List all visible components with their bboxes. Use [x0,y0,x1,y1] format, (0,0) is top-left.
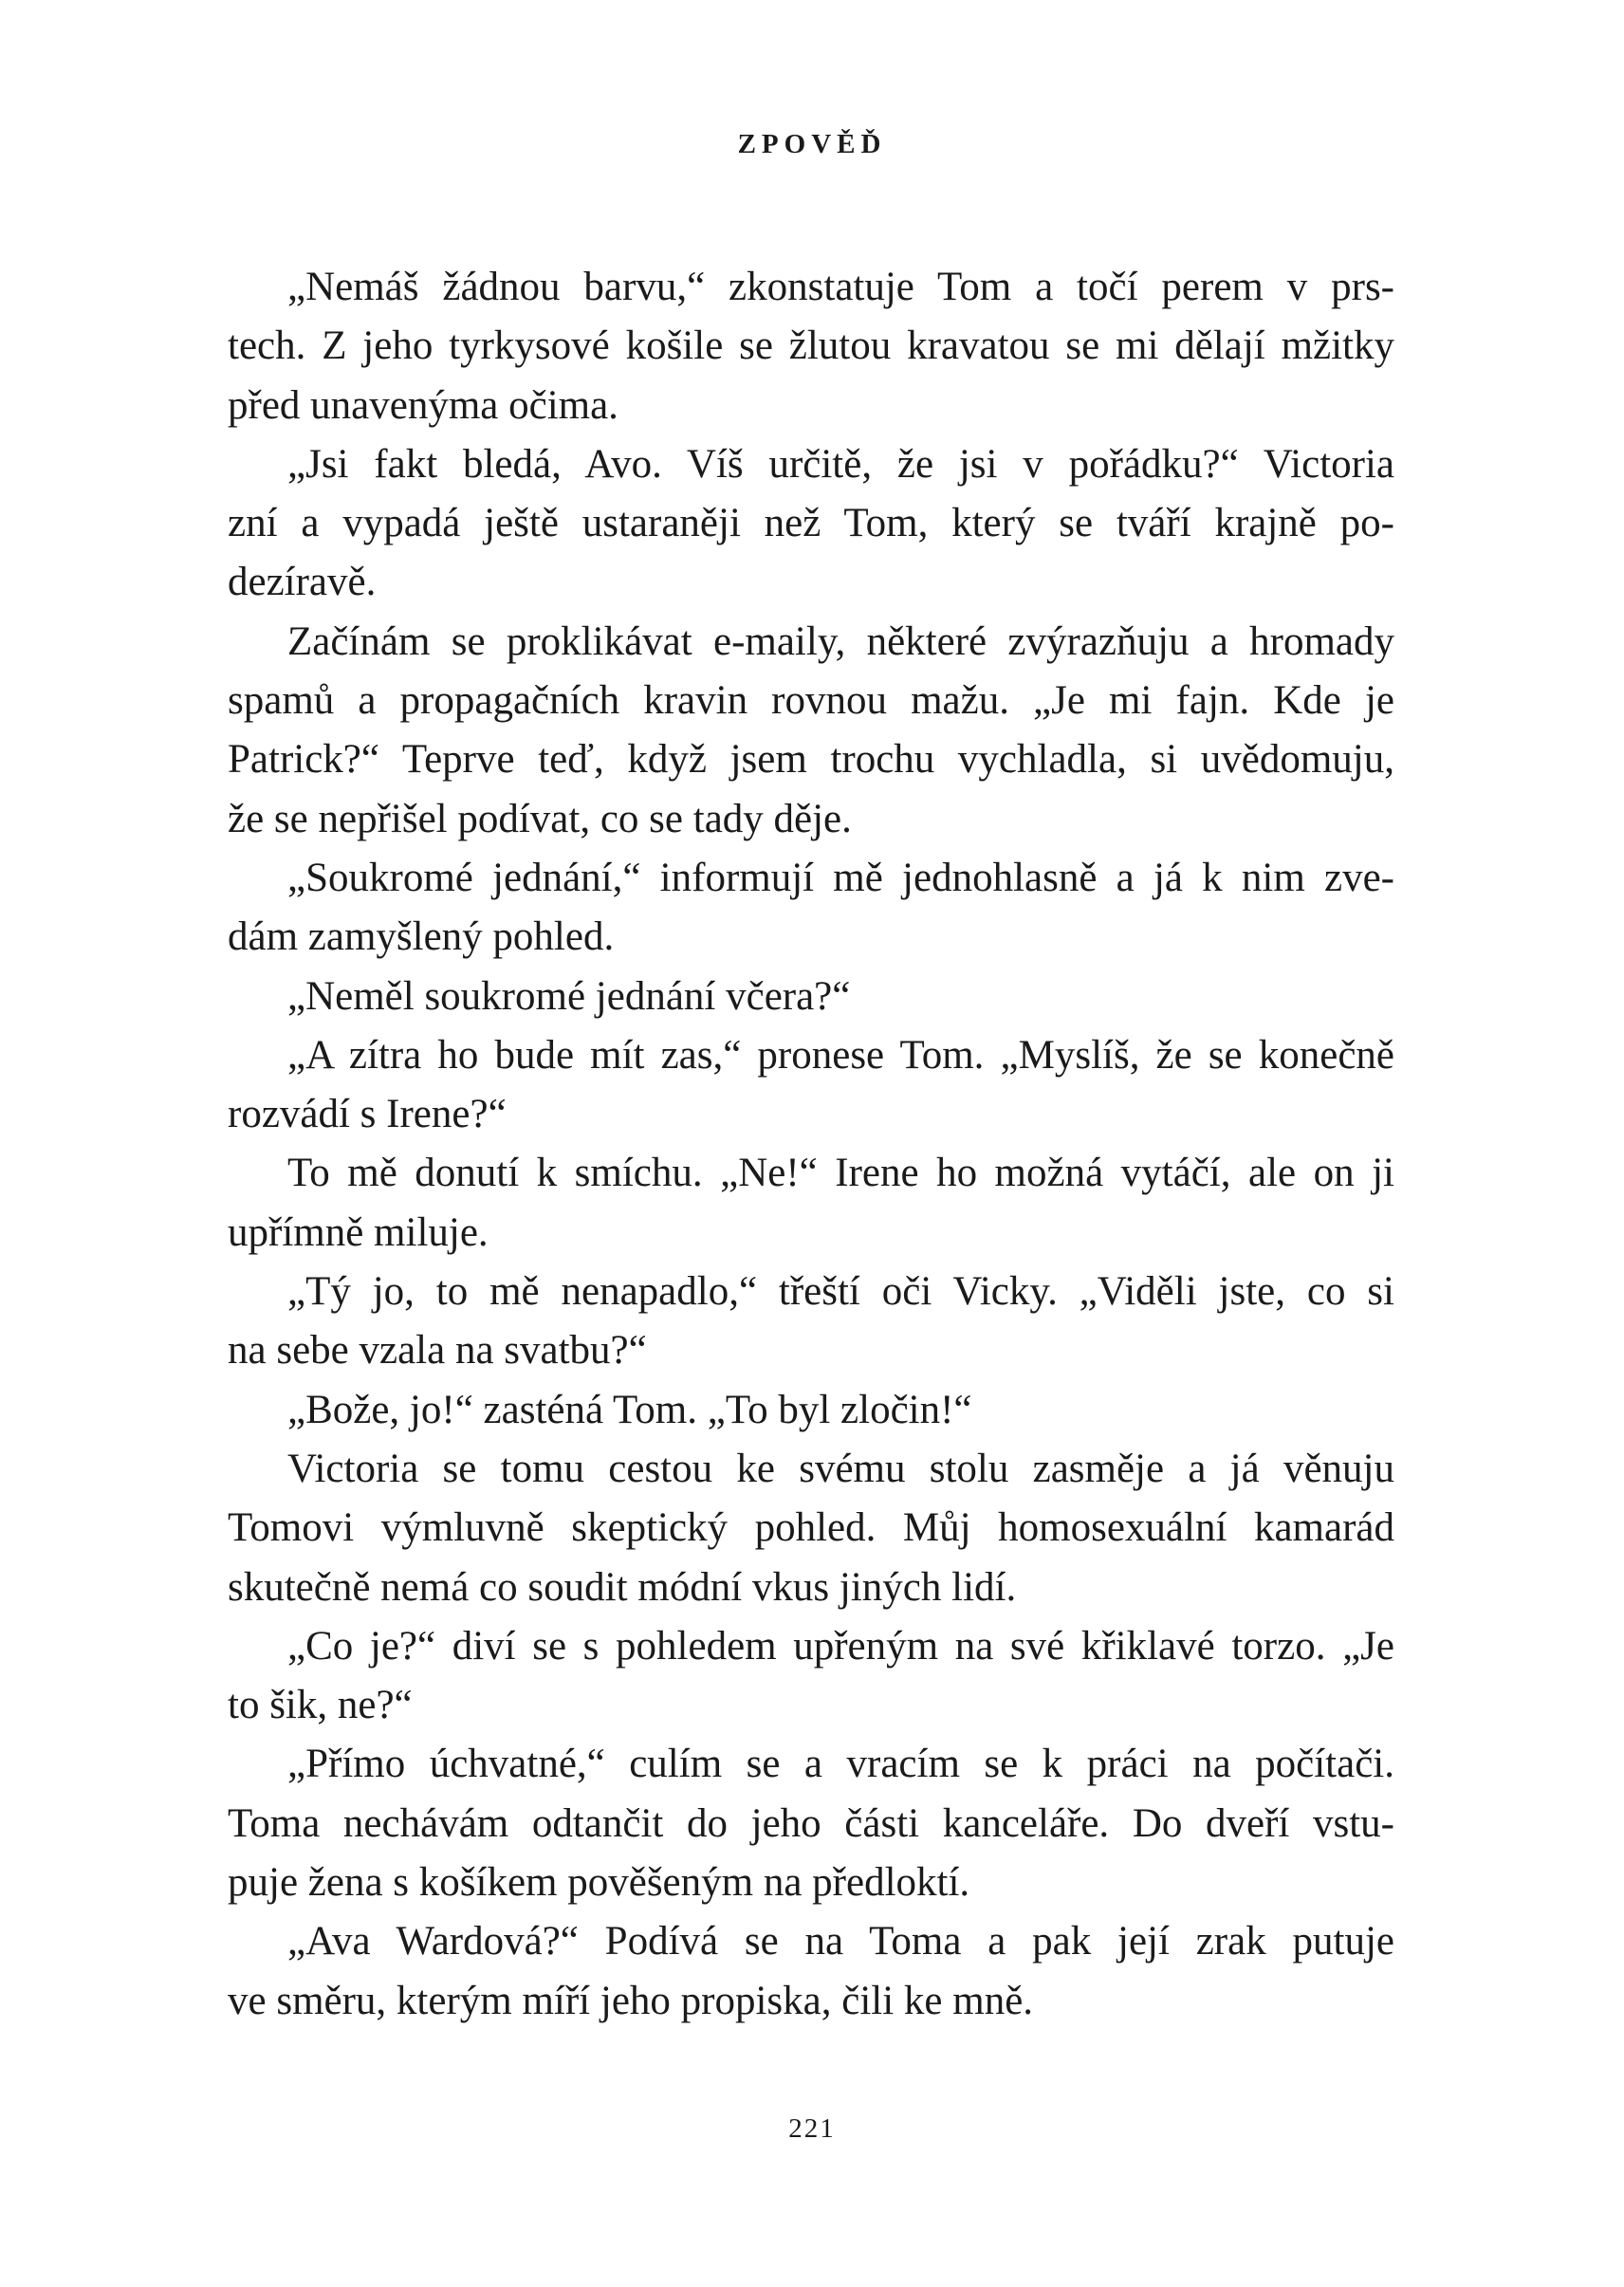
text-line: „Ava Wardová?“ Podívá se na Toma a pak její zrak putuje [287,1919,1394,1964]
text-line: na sebe vzala na svatbu?“ [228,1328,647,1374]
text-line: „Neměl soukromé jednání včera?“ [287,973,851,1019]
text-line: „A zítra ho bude mít zas,“ pronese Tom. „Myslíš, že se konečně [287,1032,1394,1078]
text-line: puje žena s košíkem pověšeným na předloktí. [228,1860,970,1906]
text-line: Začínám se proklikávat e-maily, některé zvýrazňuju a hromady [287,618,1394,664]
text-line: to šik, ne?“ [228,1683,413,1728]
text-line: „Přímo úchvatné,“ culím se a vracím se k práci na počítači. [287,1742,1394,1787]
text-line: že se nepřišel podívat, co se tady děje. [228,796,852,841]
text-line: To mě donutí k smíchu. „Ne!“ Irene ho možná vytáčí, ale on ji [287,1151,1394,1196]
running-title: ZPOVĚĎ [737,129,887,159]
text-line: „Soukromé jednání,“ informují mě jednohlasně a já k nim zve- [287,855,1394,900]
text-line: zní a vypadá ještě ustaraněji než Tom, který se tváří krajně po- [228,501,1394,546]
text-line: Toma nechávám odtančit do jeho části kanceláře. Do dveří vstu- [228,1800,1394,1846]
body-text [228,258,1394,2031]
text-line: dezíravě. [228,560,377,605]
text-line: ve směru, kterým míří jeho propiska, čili ke mně. [228,1978,1034,2023]
text-line: „Jsi fakt bledá, Avo. Víš určitě, že jsi v pořádku?“ Victoria [287,441,1394,487]
text-line: dám zamyšlený pohled. [228,914,615,960]
text-line: spamů a propagačních kravin rovnou mažu. „Je mi fajn. Kde je [228,678,1394,724]
text-line: rozvádí s Irene?“ [228,1092,507,1137]
text-line: před unavenýma očima. [228,382,618,428]
text-line: „Nemáš žádnou barvu,“ zkonstatuje Tom a točí perem v prs- [287,265,1394,309]
text-line: upřímně miluje. [228,1209,489,1255]
text-line: „Co je?“ diví se s pohledem upřeným na své křiklavé torzo. „Je [287,1623,1394,1669]
text-line: „Bože, jo!“ zasténá Tom. „To byl zločin!“ [287,1387,972,1432]
text-line: „Tý jo, to mě nenapadlo,“ třeští oči Vicky. „Viděli jste, co si [287,1269,1394,1315]
text-line: Patrick?“ Teprve teď, když jsem trochu vychladla, si uvědomuju, [228,737,1394,783]
text-line: tech. Z jeho tyrkysové košile se žlutou kravatou se mi dělají mžitky [228,323,1394,369]
text-line: Tomovi výmluvně skeptický pohled. Můj homosexuální kamarád [228,1505,1394,1551]
text-line: skutečně nemá co soudit módní vkus jiných lidí. [228,1564,1017,1610]
text-line: Victoria se tomu cestou ke svému stolu zasměje a já věnuju [287,1446,1394,1491]
page-number: 221 [788,2113,836,2144]
